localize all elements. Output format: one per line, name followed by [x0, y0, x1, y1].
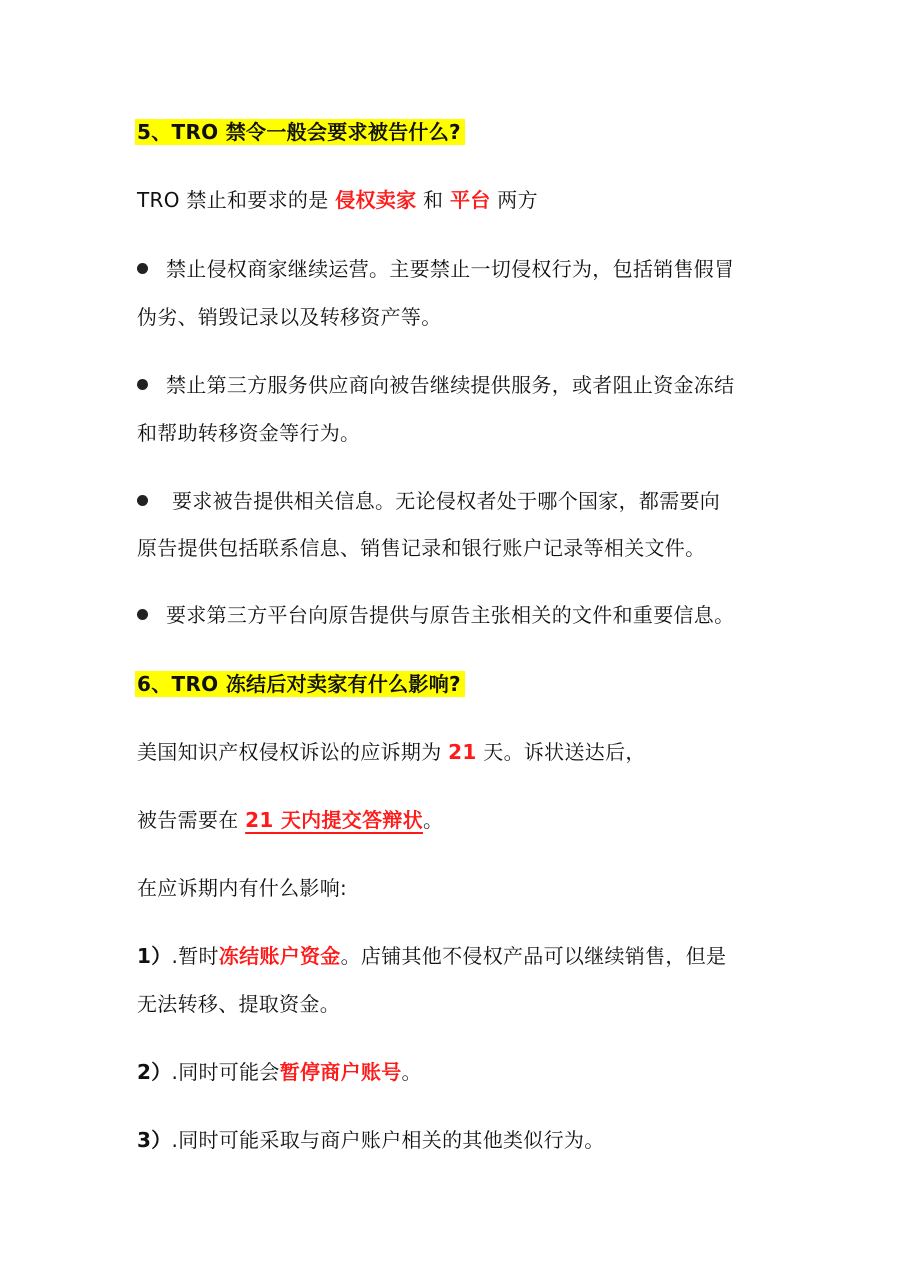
intro-party-seller: 侵权卖家: [335, 188, 417, 212]
item-2-highlight: 暂停商户账号: [279, 1060, 402, 1084]
item-1-suffix: 。店铺其他不侵权产品可以继续销售，但是: [340, 944, 727, 968]
bullet-item-2-line-2: [137, 418, 360, 448]
item-3-number: 3）: [137, 1128, 172, 1152]
p2-prefix: 被告需要在: [137, 808, 246, 832]
item-2-prefix: .同时可能会: [171, 1060, 280, 1084]
section-6-paragraph-2: [137, 805, 443, 835]
intro-suffix: 两方: [490, 188, 538, 212]
impact-item-2: [137, 1057, 422, 1087]
intro-middle: 和: [416, 188, 450, 212]
intro-party-platform: 平台: [450, 188, 491, 212]
section-6-heading-text: 6、TRO 冻结后对卖家有什么影响?: [135, 671, 465, 697]
section-6-paragraph-1: [137, 737, 646, 767]
impact-item-1-line-1: [137, 941, 726, 971]
bullet-dot-icon: [137, 263, 148, 274]
bullet-dot-icon: [137, 609, 148, 620]
item-2-number: 2）: [137, 1060, 172, 1084]
item-1-prefix: .暂时: [171, 944, 219, 968]
bullet-item-3-line-1: [137, 486, 720, 516]
p3-text: 在应诉期内有什么影响:: [137, 876, 348, 900]
impact-item-1-line-2: [137, 989, 340, 1019]
bullet-3-text: 要求被告提供相关信息。无论侵权者处于哪个国家，都需要向: [172, 489, 721, 513]
intro-prefix: TRO 禁止和要求的是: [137, 188, 336, 212]
bullet-dot-icon: [137, 379, 148, 390]
item-1-highlight: 冻结账户资金: [218, 944, 341, 968]
bullet-4-text: 要求第三方平台向原告提供与原告主张相关的文件和重要信息。: [166, 603, 735, 627]
bullet-2-text: 禁止第三方服务供应商向被告继续提供服务，或者阻止资金冻结: [166, 373, 735, 397]
answer-deadline-highlight: 21 天内提交答辩状: [245, 808, 423, 832]
item-1-number: 1）: [137, 944, 172, 968]
bullet-dot-icon: [137, 495, 148, 506]
bullet-1-text: 禁止侵权商家继续运营。主要禁止一切侵权行为，包括销售假冒: [166, 257, 735, 281]
p1-suffix: 天。诉状送达后，: [476, 740, 646, 764]
response-period-days: 21: [448, 740, 477, 764]
section-5-intro: [137, 185, 538, 215]
bullet-3-text-continued: 原告提供包括联系信息、销售记录和银行账户记录等相关文件。: [137, 536, 706, 560]
impact-item-3: [137, 1125, 605, 1155]
item-3-text: .同时可能采取与商户账户相关的其他类似行为。: [171, 1128, 605, 1152]
section-5-heading: [137, 117, 465, 147]
bullet-item-3-line-2: [137, 533, 705, 563]
section-6-paragraph-3: [137, 873, 347, 903]
item-2-suffix: 。: [401, 1060, 422, 1084]
bullet-item-1-line-1: [137, 254, 734, 284]
section-5-heading-text: 5、TRO 禁令一般会要求被告什么?: [135, 119, 465, 145]
bullet-2-text-continued: 和帮助转移资金等行为。: [137, 421, 361, 445]
bullet-item-4-line-1: [137, 600, 734, 630]
item-1-text-continued: 无法转移、提取资金。: [137, 992, 340, 1016]
section-6-heading: [137, 669, 465, 699]
p1-prefix: 美国知识产权侵权诉讼的应诉期为: [137, 740, 449, 764]
p2-suffix: 。: [422, 808, 444, 832]
bullet-item-2-line-1: [137, 370, 734, 400]
bullet-1-text-continued: 伪劣、销毁记录以及转移资产等。: [137, 305, 442, 329]
bullet-item-1-line-2: [137, 302, 442, 332]
